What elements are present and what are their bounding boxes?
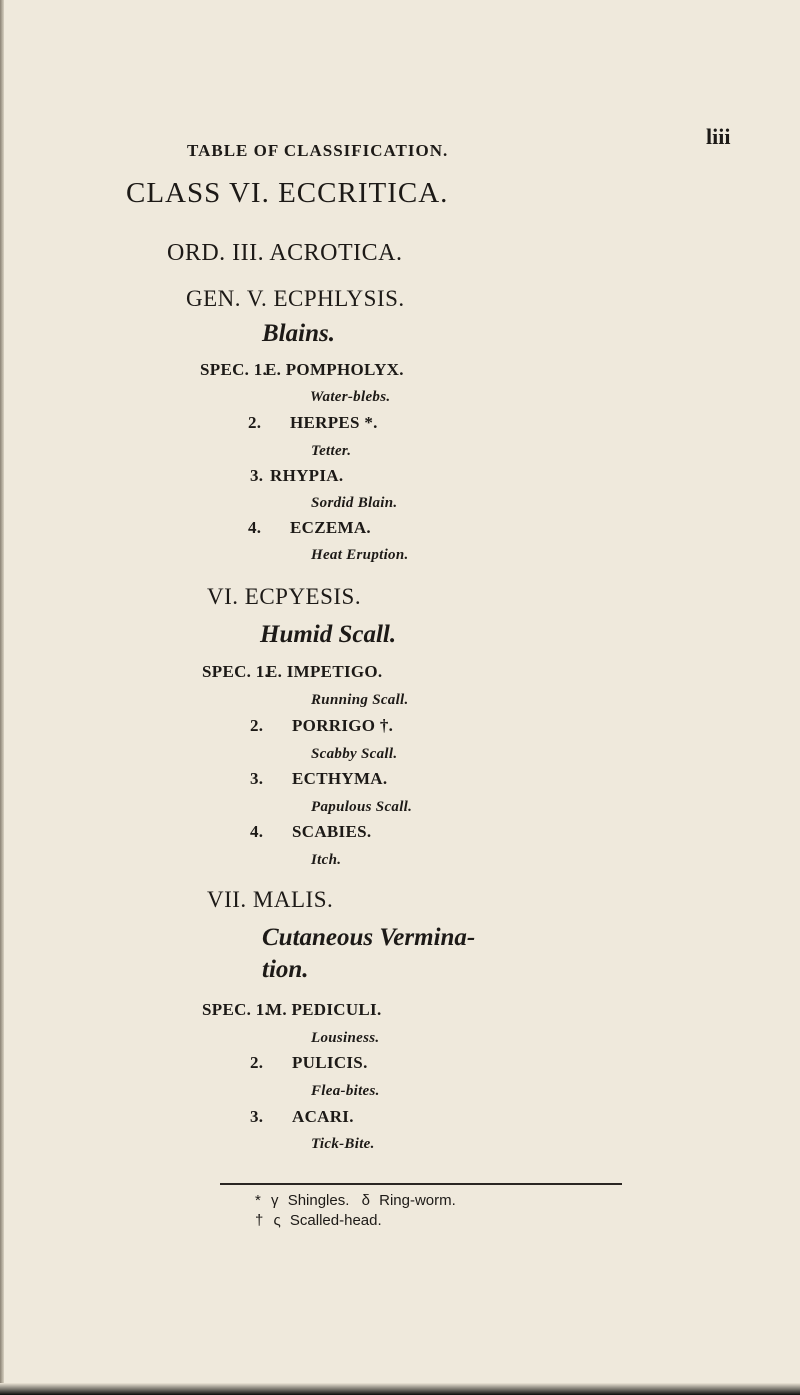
genus-heading: VII. MALIS. (207, 887, 334, 912)
species-name: HERPES *. (290, 413, 378, 432)
footnote-text: Ring-worm. (379, 1192, 456, 1209)
species-number: 3. (250, 1107, 264, 1126)
footnote-text: Shingles. (287, 1192, 350, 1209)
species-name: PULICIS. (292, 1053, 368, 1072)
footnote-symbol: γ (271, 1192, 279, 1209)
species-number: SPEC. 1. (202, 662, 270, 681)
species-gloss: Papulous Scall. (311, 799, 413, 815)
species-number: 2. (250, 716, 264, 735)
species-name: M. PEDICULI. (266, 1000, 382, 1019)
footnote-text: Scalled-head. (289, 1212, 382, 1229)
species-gloss: Running Scall. (311, 692, 409, 708)
species-gloss: Scabby Scall. (311, 746, 398, 762)
species-number: 4. (250, 822, 264, 841)
species-name: ACARI. (292, 1107, 354, 1126)
species-gloss: Water-blebs. (310, 389, 391, 405)
species-name: PORRIGO †. (292, 716, 394, 735)
genus-gloss: Blains. (262, 320, 335, 347)
footnote (255, 1212, 382, 1229)
species-number: 2. (250, 1053, 264, 1072)
species-gloss: Sordid Blain. (311, 495, 398, 511)
species-number: 4. (248, 518, 262, 537)
species-number: SPEC. 1. (200, 360, 268, 379)
species-name: ECZEMA. (290, 518, 371, 537)
species-number: 3. (250, 769, 264, 788)
genus-heading: VI. ECPYESIS. (207, 584, 362, 609)
class-heading: CLASS VI. ECCRITICA. (126, 177, 449, 209)
species-gloss: Heat Eruption. (311, 547, 409, 563)
genus-gloss-line-2: tion. (262, 956, 309, 983)
species-gloss: Flea-bites. (311, 1083, 380, 1099)
species-gloss: Lousiness. (311, 1030, 380, 1046)
species-gloss: Tick-Bite. (311, 1136, 375, 1152)
species-number: 3. (250, 466, 264, 485)
species-name: SCABIES. (292, 822, 372, 841)
species-number: SPEC. 1. (202, 1000, 270, 1019)
footnote-mark: † (255, 1212, 264, 1229)
footnote-mark: * (255, 1192, 261, 1209)
genus-heading: GEN. V. ECPHLYSIS. (186, 286, 405, 311)
page-number: liii (706, 124, 731, 149)
species-gloss: Tetter. (311, 443, 352, 459)
species-name: ECTHYMA. (292, 769, 388, 788)
species-name: E. IMPETIGO. (266, 662, 383, 681)
page-bottom-shadow (0, 1383, 800, 1395)
species-gloss: Itch. (311, 852, 342, 868)
footnote-symbol: ς (273, 1212, 281, 1229)
footnote-rule (220, 1183, 622, 1185)
species-name: E. POMPHOLYX. (265, 360, 404, 379)
footnote-symbol: δ (361, 1192, 370, 1209)
running-head: TABLE OF CLASSIFICATION. (187, 141, 449, 160)
genus-gloss: Humid Scall. (260, 621, 397, 648)
order-heading: ORD. III. ACROTICA. (167, 240, 403, 266)
page-edge-shadow (0, 0, 4, 1395)
species-name: RHYPIA. (270, 466, 344, 485)
genus-gloss-line-1: Cutaneous Vermina- (262, 924, 476, 951)
species-number: 2. (248, 413, 262, 432)
footnote (255, 1192, 456, 1209)
